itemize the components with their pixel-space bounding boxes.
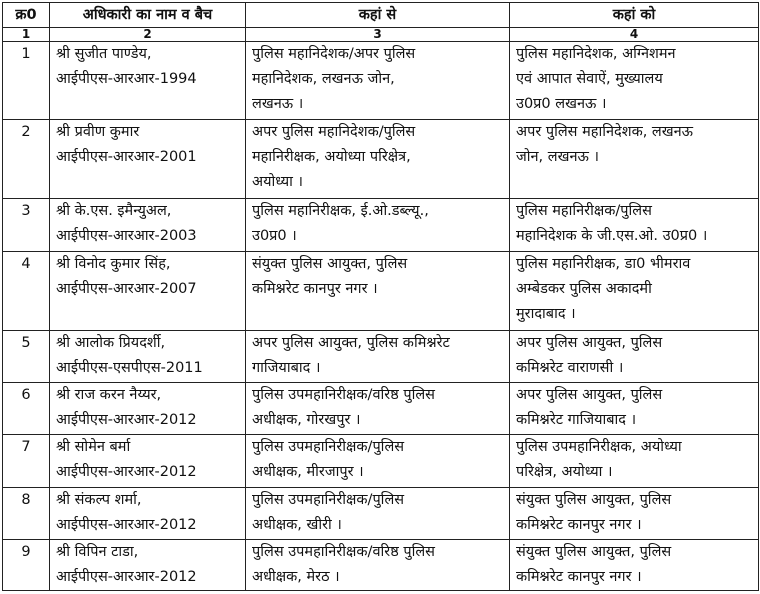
col-number: 3 — [246, 28, 510, 42]
officer-name-cell — [50, 383, 246, 435]
serial-number: 6 — [3, 383, 50, 435]
from-posting-line: पुलिस महानिदेशक/अपर पुलिस — [252, 46, 416, 62]
from-posting-line: पुलिस उपमहानिरीक्षक/पुलिस — [252, 439, 405, 455]
officer-name-line: श्री आलोक प्रियदर्शी, — [56, 335, 166, 351]
to-posting-line: उ0प्र0 लखनऊ । — [516, 96, 607, 112]
table-row — [3, 120, 759, 199]
transfer-table — [2, 2, 759, 591]
from-posting-line: पुलिस उपमहानिरीक्षक/वरिष्ठ पुलिस — [252, 387, 435, 403]
header-to: कहां को — [510, 3, 759, 28]
to-posting-line: अम्बेडकर पुलिस अकादमी — [516, 281, 652, 297]
officer-name-cell — [50, 42, 246, 120]
from-posting-line: अधीक्षक, मेरठ । — [252, 569, 340, 585]
header-row — [3, 3, 759, 28]
serial-number: 4 — [3, 252, 50, 331]
officer-name-line: आईपीएस-आरआर-2001 — [56, 149, 197, 165]
from-posting-line: अपर पुलिस महानिदेशक/पुलिस — [252, 124, 416, 140]
from-posting-cell — [246, 435, 510, 488]
table-row — [3, 540, 759, 591]
from-posting-line: उ0प्र0 । — [252, 228, 297, 244]
serial-number: 9 — [3, 540, 50, 591]
table-row — [3, 199, 759, 252]
to-posting-line: अपर पुलिस महानिदेशक, लखनऊ — [516, 124, 694, 140]
officer-name-line: आईपीएस-आरआर-2007 — [56, 281, 197, 297]
officer-name-line: आईपीएस-एसपीएस-2011 — [56, 360, 203, 376]
to-posting-line: महानिदेशक के जी.एस.ओ. उ0प्र0 । — [516, 228, 708, 244]
from-posting-cell — [246, 383, 510, 435]
officer-name-cell — [50, 331, 246, 383]
header-name: अधिकारी का नाम व बैच — [50, 3, 246, 28]
header-from: कहां से — [246, 3, 510, 28]
table-row — [3, 331, 759, 383]
officer-name-line: श्री प्रवीण कुमार — [56, 124, 140, 140]
table-row — [3, 435, 759, 488]
officer-name-cell — [50, 252, 246, 331]
from-posting-line: पुलिस महानिरीक्षक, ई.ओ.डब्ल्यू., — [252, 203, 429, 219]
from-posting-line: अधीक्षक, गोरखपुर । — [252, 412, 361, 428]
from-posting-line: अधीक्षक, मीरजापुर । — [252, 464, 364, 480]
to-posting-cell — [510, 488, 759, 540]
from-posting-line: लखनऊ । — [252, 96, 304, 112]
serial-number: 7 — [3, 435, 50, 488]
from-posting-line: कमिश्नरेट कानपुर नगर । — [252, 281, 378, 297]
to-posting-cell — [510, 252, 759, 331]
col-number: 4 — [510, 28, 759, 42]
table-row — [3, 42, 759, 120]
from-posting-line: गाजियाबाद । — [252, 360, 321, 376]
officer-name-line: आईपीएस-आरआर-2012 — [56, 412, 197, 428]
col-number: 2 — [50, 28, 246, 42]
from-posting-line: अपर पुलिस आयुक्त, पुलिस कमिश्नरेट — [252, 335, 450, 351]
to-posting-line: मुरादाबाद । — [516, 306, 576, 322]
officer-name-line: आईपीएस-आरआर-2012 — [56, 464, 197, 480]
to-posting-line: पुलिस महानिरीक्षक, डा0 भीमराव — [516, 256, 691, 272]
officer-name-line: श्री सोमेन बर्मा — [56, 439, 131, 455]
to-posting-line: कमिश्नरेट कानपुर नगर । — [516, 569, 642, 585]
from-posting-line: पुलिस उपमहानिरीक्षक/पुलिस — [252, 492, 405, 508]
to-posting-line: पुलिस महानिरीक्षक/पुलिस — [516, 203, 652, 219]
to-posting-line: संयुक्त पुलिस आयुक्त, पुलिस — [516, 544, 672, 560]
table-row — [3, 252, 759, 331]
from-posting-line: अधीक्षक, खीरी । — [252, 517, 342, 533]
to-posting-line: कमिश्नरेट कानपुर नगर । — [516, 517, 642, 533]
officer-name-line: श्री विपिन टाडा, — [56, 544, 139, 560]
to-posting-line: एवं आपात सेवाऐं, मुख्यालय — [516, 71, 663, 87]
serial-number: 8 — [3, 488, 50, 540]
from-posting-cell — [246, 488, 510, 540]
to-posting-cell — [510, 435, 759, 488]
officer-name-line: श्री के.एस. इमैन्युअल, — [56, 203, 172, 219]
serial-number: 1 — [3, 42, 50, 120]
column-number-row — [3, 28, 759, 42]
from-posting-line: अयोध्या । — [252, 174, 303, 190]
officer-name-line: श्री सुजीत पाण्डेय, — [56, 46, 152, 62]
serial-number: 5 — [3, 331, 50, 383]
from-posting-cell — [246, 331, 510, 383]
from-posting-line: महानिरीक्षक, अयोध्या परिक्षेत्र, — [252, 149, 411, 165]
to-posting-cell — [510, 120, 759, 199]
col-number: 1 — [3, 28, 50, 42]
officer-name-cell — [50, 540, 246, 591]
to-posting-line: पुलिस उपमहानिरीक्षक, अयोध्या — [516, 439, 682, 455]
officer-name-cell — [50, 435, 246, 488]
from-posting-cell — [246, 199, 510, 252]
from-posting-line: संयुक्त पुलिस आयुक्त, पुलिस — [252, 256, 408, 272]
to-posting-line: अपर पुलिस आयुक्त, पुलिस — [516, 335, 663, 351]
to-posting-line: पुलिस महानिदेशक, अग्निशमन — [516, 46, 676, 62]
to-posting-cell — [510, 383, 759, 435]
to-posting-cell — [510, 540, 759, 591]
to-posting-cell — [510, 42, 759, 120]
table-row — [3, 488, 759, 540]
header-sno: क्र0 — [3, 3, 50, 28]
officer-name-line: श्री राज करन नैय्यर, — [56, 387, 162, 403]
from-posting-cell — [246, 120, 510, 199]
to-posting-cell — [510, 331, 759, 383]
from-posting-line: पुलिस उपमहानिरीक्षक/वरिष्ठ पुलिस — [252, 544, 435, 560]
to-posting-cell — [510, 199, 759, 252]
officer-name-cell — [50, 488, 246, 540]
officer-name-cell — [50, 199, 246, 252]
to-posting-line: परिक्षेत्र, अयोध्या । — [516, 464, 613, 480]
from-posting-cell — [246, 540, 510, 591]
table-row — [3, 383, 759, 435]
serial-number: 3 — [3, 199, 50, 252]
to-posting-line: कमिश्नरेट गाजियाबाद । — [516, 412, 637, 428]
from-posting-cell — [246, 42, 510, 120]
to-posting-line: अपर पुलिस आयुक्त, पुलिस — [516, 387, 663, 403]
officer-name-line: आईपीएस-आरआर-1994 — [56, 71, 197, 87]
officer-name-line: श्री संकल्प शर्मा, — [56, 492, 142, 508]
to-posting-line: जोन, लखनऊ । — [516, 149, 600, 165]
serial-number: 2 — [3, 120, 50, 199]
officer-name-line: आईपीएस-आरआर-2012 — [56, 569, 197, 585]
officer-name-line: आईपीएस-आरआर-2003 — [56, 228, 197, 244]
from-posting-line: महानिदेशक, लखनऊ जोन, — [252, 71, 395, 87]
to-posting-line: संयुक्त पुलिस आयुक्त, पुलिस — [516, 492, 672, 508]
from-posting-cell — [246, 252, 510, 331]
to-posting-line: कमिश्नरेट वाराणसी । — [516, 360, 624, 376]
officer-name-line: श्री विनोद कुमार सिंह, — [56, 256, 171, 272]
officer-name-cell — [50, 120, 246, 199]
officer-name-line: आईपीएस-आरआर-2012 — [56, 517, 197, 533]
